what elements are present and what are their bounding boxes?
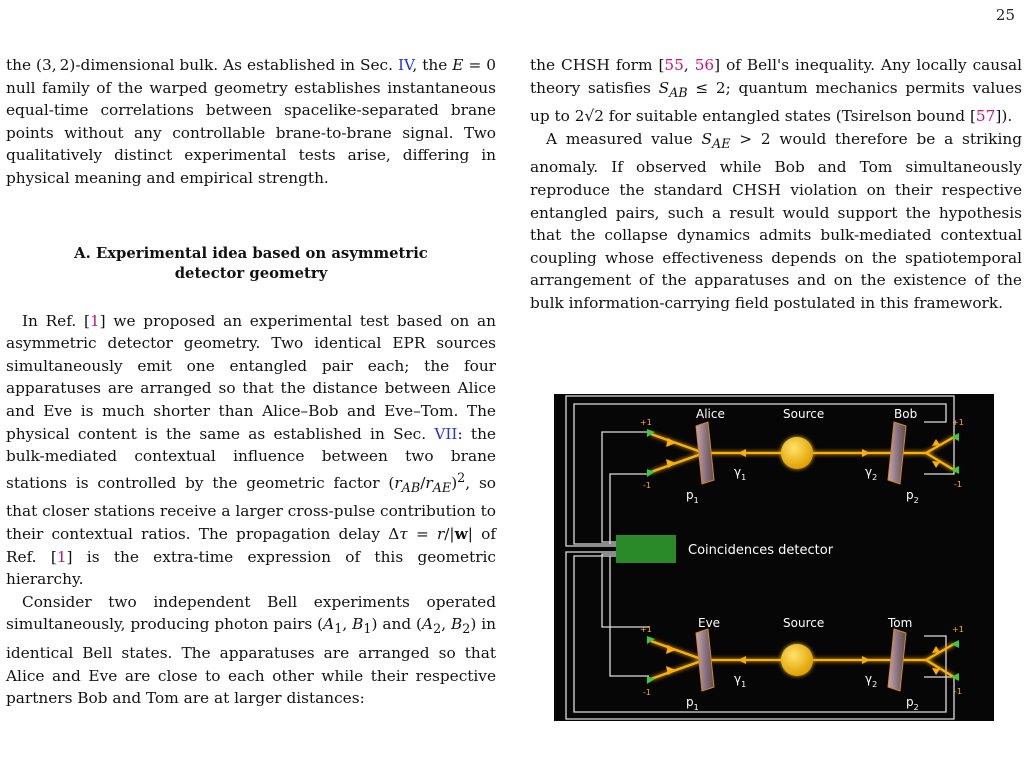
figure-diagram: [554, 394, 994, 721]
citation-link[interactable]: 56: [694, 56, 715, 74]
label-minus-one: -1: [954, 687, 962, 696]
section-link[interactable]: IV: [397, 56, 413, 74]
label-p2-top: $p_2$: [906, 488, 919, 505]
citation-link[interactable]: 55: [664, 56, 684, 74]
label-p1-top: $p_1$: [686, 488, 699, 505]
detector-tip-icon: [951, 466, 959, 474]
left-paragraph-2: In Ref. [1] we proposed an experimental test based on an asymmetric detector geometry. Two identical EPR sources simultaneously emit one entangled pair each; the four apparatuses are arranged so that the distance between Alice and Eve is much shorter than Alice–Bob and Eve–Tom. The physical content is the same as established in Sec. VII: the bulk-mediated contextual influence between two brane stations is controlled by the geometric factor $(r_{AB}/r_{AE})^2$, so that closer stations receive a larger cross-pulse contribution to their contextual ratios. The propagation delay Δτ = r/|w| of Ref. [1] is the extra-time expression of this geometric hierarchy.: [6, 311, 496, 589]
coincidences-detector-label: Coincidences detector: [688, 543, 834, 558]
label-plus-one: +1: [640, 625, 652, 634]
citation-link[interactable]: 57: [975, 107, 996, 126]
label-alice: Alice: [696, 407, 725, 421]
label-source-bottom: Source: [783, 616, 825, 630]
label-source-top: Source: [783, 407, 825, 421]
beam-arrow-right: [862, 656, 870, 664]
polarizer-p1-top: [696, 422, 714, 484]
label-plus-one: +1: [952, 625, 964, 634]
detector-tip-icon: [951, 640, 959, 648]
label-gamma-1-bottom: $\gamma_1$: [734, 672, 747, 689]
polarizer-p1-bottom: [696, 629, 714, 691]
beam-arrow-up-right: [932, 646, 940, 653]
label-plus-one: +1: [952, 418, 964, 427]
citation-link[interactable]: 1: [89, 311, 100, 330]
label-eve: Eve: [698, 616, 721, 630]
label-p2-bottom: $p_2$: [906, 695, 919, 712]
polarizer-p2-bottom: [888, 629, 906, 691]
label-tom: Tom: [888, 616, 913, 630]
label-p1-bottom: $p_1$: [686, 695, 699, 712]
beam-arrow-right: [862, 449, 870, 457]
label-minus-one: -1: [643, 481, 651, 490]
left-column: [6, 54, 496, 710]
coincidences-detector-box: [616, 535, 676, 563]
right-column: [530, 54, 1022, 315]
beam-arrow-down-right: [932, 668, 940, 675]
citation-link[interactable]: 1: [56, 547, 67, 566]
beam-arrow-left: [738, 449, 746, 457]
right-paragraph-2: A measured value $S_{AE} > 2$ would therefore be a striking anomaly. If observed while Bob and Tom simultaneously reproduce the standard CHSH violation on their respective entangled pairs, such a result would support the hypothesis that the collapse dynamics admits bulk-mediated contextual coupling whose effectiveness depends on the spatiotemporal arrangement of the apparatuses and on the existence of the bulk information-carrying field postulated in this framework.: [530, 129, 1022, 313]
bell-experiment-figure: [554, 394, 994, 721]
label-minus-one: -1: [954, 480, 962, 489]
left-paragraph-1: the (3, 2)-dimensional bulk. As established in Sec. IV, the E = 0 null family of the warped geometry establishes instantaneous equal-time correlations between spacelike-separated brane points without any controllable brane-to-brane signal. Two qualitatively distinct experimental tests arise, differing in physical meaning and empirical strength.: [6, 56, 497, 187]
detector-tip-icon: [951, 673, 959, 681]
label-minus-one: -1: [643, 688, 651, 697]
source-icon-bottom: [781, 644, 813, 676]
section-link[interactable]: VII: [434, 424, 458, 443]
bottom-setup: [640, 616, 964, 712]
beam-arrow-down-right: [932, 461, 940, 468]
label-bob: Bob: [894, 407, 918, 421]
detector-tip-icon: [951, 433, 959, 441]
beam-arrow-left: [738, 656, 746, 664]
page-number: 25: [995, 6, 1015, 24]
section-heading: A. Experimental idea based on asymmetric detector geometry: [74, 244, 428, 282]
label-gamma-2-top: $\gamma_2$: [865, 465, 878, 482]
beam-arrow-up-right: [932, 439, 940, 446]
source-icon-top: [781, 437, 813, 469]
polarizer-p2-top: [888, 422, 906, 484]
label-gamma-2-bottom: $\gamma_2$: [865, 672, 878, 689]
right-paragraph-1: the CHSH form [55, 56] of Bell's inequality. Any locally causal theory satisfies $S_{AB} \le 2$; quantum mechanics permits values up to 2√2 for suitable entangled states (Tsirelson bound [57]).: [530, 56, 1022, 126]
label-plus-one: +1: [640, 418, 652, 427]
top-setup: [640, 407, 964, 505]
label-gamma-1-top: $\gamma_1$: [734, 465, 747, 482]
left-paragraph-3: Consider two independent Bell experiments operated simultaneously, producing photon pairs ($A_1$, $B_1$) and ($A_2$, $B_2$) in identical Bell states. The apparatuses are arranged so that Alice and Eve are close to each other while their respective partners Bob and Tom are at larger distances:: [6, 592, 496, 708]
